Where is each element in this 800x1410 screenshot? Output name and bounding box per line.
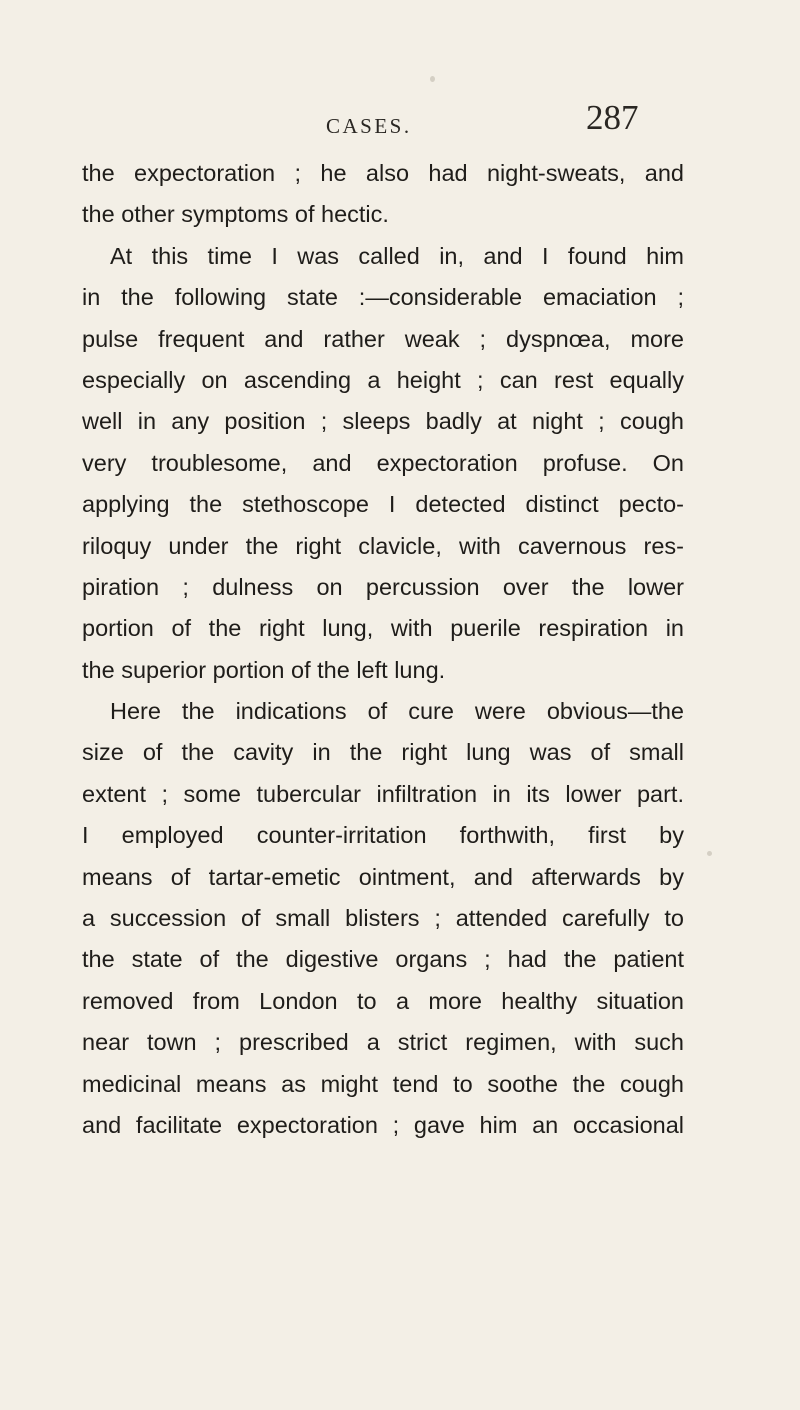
text-line: the expectoration ; he also had night-sweats, and [82,160,684,186]
text-line: medicinal means as might tend to soothe the cough [82,1070,684,1097]
text-line: extent ; some tubercular infiltration in its lower part. [82,780,684,807]
paper-speck [707,851,712,856]
paragraph-start-line: Here the indications of cure were obvious—the [110,698,684,725]
text-line: the other symptoms of hectic. [82,201,389,228]
text-line: applying the stethoscope I detected distinct pecto- [82,491,684,518]
text-line: the superior portion of the left lung. [82,656,446,683]
text-line: especially on ascending a height ; can rest equally [82,366,684,393]
text-line: size of the cavity in the right lung was of small [82,739,684,766]
text-line: pulse frequent and rather weak ; dyspnœa, more [82,325,684,352]
text-line: in the following state :—considerable emaciation ; [82,284,684,311]
text-line: piration ; dulness on percussion over the lower [82,573,684,600]
text-line: portion of the right lung, with puerile respiration in [82,615,684,642]
text-line: a succession of small blisters ; attended carefully to [82,905,684,932]
text-line: means of tartar-emetic ointment, and afterwards by [82,863,684,890]
text-line: near town ; prescribed a strict regimen, with such [82,1029,684,1056]
body-text [82,153,684,1146]
text-line: I employed counter-irritation forthwith, first by [82,822,684,849]
page-number: 287 [586,98,639,137]
text-line: removed from London to a more healthy situation [82,987,684,1014]
running-title: CASES. [326,114,412,138]
running-head [0,80,800,140]
text-line: and facilitate expectoration ; gave him an occasional [82,1111,684,1138]
text-line: very troublesome, and expectoration profuse. On [82,449,684,476]
text-line: the state of the digestive organs ; had the patient [82,946,684,973]
paper-speck [618,262,621,265]
paper-speck [430,76,435,82]
paragraph-start-line: At this time I was called in, and I found him [110,242,684,269]
text-line: riloquy under the right clavicle, with cavernous res- [82,532,684,559]
text-line: well in any position ; sleeps badly at night ; cough [82,408,684,435]
